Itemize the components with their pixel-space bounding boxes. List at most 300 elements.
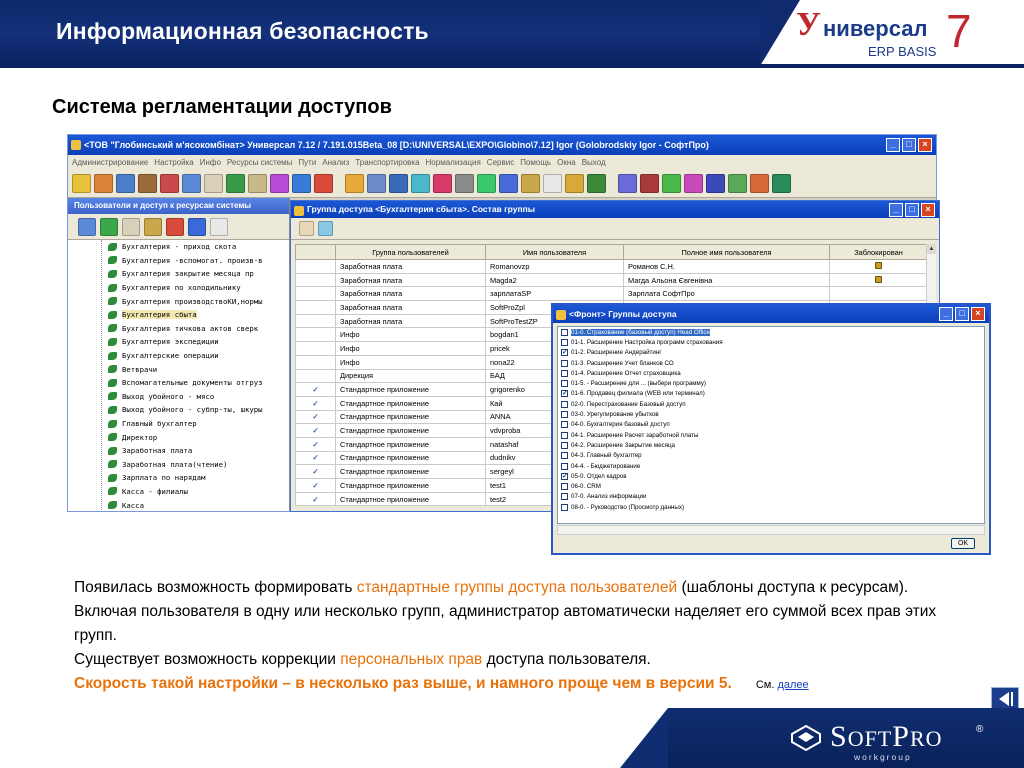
user-group-cell: Стандартное приложение — [336, 424, 486, 438]
toolbar-button-icon[interactable] — [367, 174, 386, 193]
p2-text-b: доступа пользователя. — [482, 651, 651, 668]
standard-check — [296, 355, 336, 369]
export-icon[interactable] — [318, 221, 333, 236]
group-leaf-icon — [108, 460, 117, 468]
access-group-label: 01-2. Расширение Андерайтинг — [571, 349, 662, 357]
user-group-cell: Заработная плата — [336, 287, 486, 301]
tree-item-label: Касса — [122, 500, 144, 510]
access-group-label: 01-3. Расширение Учет бланков СО — [571, 359, 674, 367]
standard-check: ✓ — [296, 410, 336, 424]
tree-toolbar — [68, 214, 289, 240]
tree-item-label: Бухгалтерские операции — [122, 351, 219, 361]
toolbar-button-icon[interactable] — [750, 174, 769, 193]
user-group-cell: Стандартное приложение — [336, 396, 486, 410]
toolbar-button-icon[interactable] — [433, 174, 452, 193]
standard-check — [296, 287, 336, 301]
edit-icon[interactable] — [299, 221, 314, 236]
menu-item[interactable]: Администрирование — [72, 158, 149, 167]
lock-icon — [875, 276, 882, 283]
tree-item[interactable] — [108, 362, 289, 376]
standard-check: ✓ — [296, 479, 336, 493]
access-group-label: 04-0. Бухгалтерия базовый доступ — [571, 421, 670, 429]
access-list-scrollbar[interactable] — [557, 525, 985, 535]
group-leaf-icon — [108, 256, 117, 264]
group-leaf-icon — [108, 392, 117, 400]
toolbar-button-icon[interactable] — [728, 174, 747, 193]
full-name-cell: Магда Альона Євгенівна — [624, 273, 830, 287]
ads-info-icon[interactable] — [188, 218, 206, 236]
group-leaf-icon — [108, 243, 117, 251]
front-minimize-button[interactable]: _ — [939, 307, 953, 321]
toolbar-button-icon[interactable] — [292, 174, 311, 193]
standard-check — [296, 369, 336, 383]
access-checkbox[interactable]: ✓ — [562, 349, 568, 357]
header — [0, 0, 1024, 68]
user-group-cell: Заработная плата — [336, 260, 486, 274]
softpro-mark-icon — [790, 724, 822, 752]
access-group-label: 01-6. Продавец филиала (WEB или терминал) — [571, 390, 705, 398]
user-group-cell: Стандартное приложение — [336, 437, 486, 451]
standard-check: ✓ — [296, 437, 336, 451]
tree-item[interactable] — [108, 322, 289, 336]
menu-item[interactable]: Нормализация — [425, 158, 481, 167]
standard-check — [296, 273, 336, 287]
toolbar-button-icon[interactable] — [618, 174, 637, 193]
group-leaf-icon — [108, 270, 117, 278]
slide-subtitle: Система регламентации доступов — [52, 96, 392, 118]
access-group-item[interactable] — [558, 430, 984, 440]
access-group-item[interactable] — [558, 471, 984, 481]
tree-item[interactable] — [108, 485, 289, 499]
group-tree — [68, 240, 289, 512]
user-name-cell: pricek — [486, 342, 624, 356]
access-group-item[interactable] — [558, 440, 984, 450]
blocked-cell — [830, 273, 928, 287]
access-group-item[interactable] — [558, 348, 984, 358]
group-leaf-icon — [108, 297, 117, 305]
tools-icon[interactable] — [166, 218, 184, 236]
menu-bar — [68, 155, 936, 170]
tree-item[interactable] — [108, 294, 289, 308]
tree-item-label: Касса - филиалы — [122, 486, 188, 496]
tree-item-label: Бухгалтерия закрытие месяца пр — [122, 269, 254, 279]
user-name-cell: SoftProZpl — [486, 301, 624, 315]
user-group-cell: Стандартное приложение — [336, 410, 486, 424]
user-group-cell: Стандартное приложение — [336, 465, 486, 479]
description-text — [74, 576, 974, 697]
p2-text-a: Существует возможность коррекции — [74, 651, 341, 668]
tree-item[interactable] — [108, 417, 289, 431]
table-row[interactable] — [296, 260, 928, 274]
access-checkbox[interactable] — [561, 442, 568, 449]
menu-item[interactable]: Помощь — [520, 158, 552, 167]
access-group-label: 04-4. - Бюджетирование — [571, 462, 641, 470]
tree-item[interactable] — [108, 403, 289, 417]
group-window-title: Группа доступа <Бухгалтерия сбыта>. Состав группы — [307, 204, 536, 214]
scroll-up-icon[interactable]: ▲ — [928, 246, 935, 252]
next-link[interactable]: далее — [777, 679, 809, 691]
access-group-item[interactable] — [558, 409, 984, 419]
tree-item-label: Бухгалтерия сбыта — [122, 310, 197, 320]
tree-item[interactable] — [108, 458, 289, 472]
toolbar-button-icon[interactable] — [411, 174, 430, 193]
softpro-oft: OFT — [847, 726, 893, 751]
standard-check — [296, 314, 336, 328]
menu-item[interactable]: Инфо — [199, 158, 221, 167]
group-maximize-button[interactable]: □ — [905, 203, 919, 217]
group-leaf-icon — [108, 338, 117, 346]
menu-item[interactable]: Ресурсы системы — [226, 158, 293, 167]
toolbar-button-icon[interactable] — [204, 174, 223, 193]
softpro-p: P — [892, 720, 910, 753]
user-name-cell: Кай — [486, 396, 624, 410]
access-group-label: 01-5. - Расширение для ... (выбери программу) — [571, 380, 706, 388]
tree-item-label: Директор — [122, 432, 158, 442]
toolbar-button-icon[interactable] — [138, 174, 157, 193]
table-row[interactable] — [296, 287, 928, 301]
standard-check — [296, 342, 336, 356]
softpro-logo — [790, 718, 990, 762]
group-leaf-icon — [108, 311, 117, 319]
group-leaf-icon — [108, 284, 117, 292]
access-checkbox[interactable] — [561, 421, 568, 428]
front-window — [551, 303, 991, 555]
tree-item[interactable] — [108, 430, 289, 444]
user-name-cell: dudnikv — [486, 451, 624, 465]
user-group-cell: Заработная плата — [336, 301, 486, 315]
app-titlebar — [68, 135, 936, 155]
access-group-label: 01-0. Страхование (базовый доступ) Head Office — [571, 328, 710, 336]
group-close-button[interactable]: × — [921, 203, 935, 217]
user-name-cell: SoftProTestZP — [486, 314, 624, 328]
menu-item[interactable]: Выход — [581, 158, 606, 167]
tree-item-label: Главный бухгалтер — [122, 419, 197, 429]
p2-highlight: персональных прав — [340, 651, 483, 668]
tree-item[interactable] — [108, 498, 289, 512]
p1-text-b: (шаблоны доступа к ресурсам). Включая пользователя в одну или несколько групп, администратор автоматически наделяет его суммой всех прав этих групп. — [74, 579, 937, 644]
group-leaf-icon — [108, 420, 117, 428]
user-group-cell: Стандартное приложение — [336, 383, 486, 397]
maximize-button[interactable]: □ — [902, 138, 916, 152]
full-name-cell: Романов С.Н. — [624, 260, 830, 274]
toolbar-button-icon[interactable] — [587, 174, 606, 193]
toolbar-button-icon[interactable] — [477, 174, 496, 193]
standard-check — [296, 260, 336, 274]
user-group-cell: Инфо — [336, 328, 486, 342]
front-window-icon — [556, 310, 566, 320]
paragraph-3 — [74, 672, 974, 697]
tree-item-label: Вспомагательные документы отгруз — [122, 378, 263, 388]
access-group-item[interactable] — [558, 461, 984, 471]
toolbar-button-icon[interactable] — [72, 174, 91, 193]
access-checkbox[interactable] — [561, 380, 568, 387]
toolbar-button-icon[interactable] — [662, 174, 681, 193]
front-close-button[interactable]: × — [971, 307, 985, 321]
group-leaf-icon — [108, 365, 117, 373]
access-checkbox[interactable]: ✓ — [562, 472, 568, 480]
tree-item-label: Выход убойного - мясо — [122, 391, 215, 401]
previous-icon — [1011, 692, 1013, 706]
access-checkbox[interactable] — [561, 452, 568, 459]
app-title: <ТОВ "Глобинський м'ясокомбінат> Универсал 7.12 / 7.191.015Beta_08 [D:\UNIVERSAL\EXPO\Globino\7.12] Igor (Golobrodskiy Igor - СофтПро) — [84, 140, 709, 150]
softpro-wordmark — [830, 720, 943, 754]
standard-check: ✓ — [296, 451, 336, 465]
toolbar-button-icon[interactable] — [455, 174, 474, 193]
user-name-cell: test1 — [486, 479, 624, 493]
access-group-item[interactable] — [558, 368, 984, 378]
refresh-icon[interactable] — [100, 218, 118, 236]
toolbar-button-icon[interactable] — [182, 174, 201, 193]
group-leaf-icon — [108, 379, 117, 387]
registered-mark: ® — [976, 724, 984, 735]
toolbar-button-icon[interactable] — [94, 174, 113, 193]
standard-check — [296, 328, 336, 342]
group-window-titlebar — [291, 201, 939, 218]
tree-item-label: Бухгалтерия по холодильнику — [122, 283, 241, 293]
access-group-item[interactable] — [558, 492, 984, 502]
tree-item[interactable] — [108, 308, 289, 322]
tree-connector — [101, 240, 102, 512]
standard-check: ✓ — [296, 465, 336, 479]
access-checkbox[interactable] — [561, 370, 568, 377]
blocked-cell — [830, 287, 928, 301]
tree-panel-title: Пользователи и доступ к ресурсам системы — [68, 198, 289, 214]
minimize-button[interactable]: _ — [886, 138, 900, 152]
softpro-ro: RO — [909, 726, 943, 751]
users-icon[interactable] — [144, 218, 162, 236]
access-checkbox[interactable] — [561, 504, 568, 511]
group-leaf-icon — [108, 433, 117, 441]
user-group-cell: Стандартное приложение — [336, 492, 486, 506]
paragraph-2 — [74, 648, 974, 672]
standard-check: ✓ — [296, 492, 336, 506]
document-icon[interactable] — [122, 218, 140, 236]
group-leaf-icon — [108, 352, 117, 360]
access-group-item[interactable] — [558, 389, 984, 399]
group-window-icon — [294, 206, 304, 216]
toolbar-button-icon[interactable] — [684, 174, 703, 193]
user-group-cell: Стандартное приложение — [336, 451, 486, 465]
access-group-item[interactable] — [558, 327, 984, 337]
access-group-item[interactable] — [558, 399, 984, 409]
standard-check — [296, 301, 336, 315]
user-group-cell: Инфо — [336, 342, 486, 356]
toolbar-button-icon[interactable] — [389, 174, 408, 193]
user-group-cell: Инфо — [336, 355, 486, 369]
toolbar-button-icon[interactable] — [772, 174, 791, 193]
user-group-cell: Заработная плата — [336, 314, 486, 328]
toolbar-button-icon[interactable] — [270, 174, 289, 193]
user-name-cell: БАД — [486, 369, 624, 383]
column-header[interactable]: Группа пользователей — [336, 245, 486, 260]
user-name-cell: sergeyl — [486, 465, 624, 479]
user-name-cell: Romanovzp — [486, 260, 624, 274]
toolbar-button-icon[interactable] — [345, 174, 364, 193]
front-window-title: <Фронт> Группы доступа — [569, 309, 677, 319]
access-checkbox[interactable]: ✓ — [562, 390, 568, 398]
access-group-label: 03-0. Урегулирование убытков — [571, 411, 659, 419]
tree-item-label: Бухгалтерия - приход скота — [122, 242, 237, 252]
front-maximize-button[interactable]: □ — [955, 307, 969, 321]
p1-text-a: Появилась возможность формировать — [74, 579, 357, 596]
group-leaf-icon — [108, 406, 117, 414]
lock-icon — [875, 262, 882, 269]
menu-item[interactable]: Настройка — [154, 158, 194, 167]
tree-item[interactable] — [108, 349, 289, 363]
access-group-label: 04-2. Расширение Закрытие месяца — [571, 441, 675, 449]
access-checkbox[interactable] — [561, 329, 568, 336]
front-window-titlebar — [553, 305, 989, 323]
user-name-cell: bogdan1 — [486, 328, 624, 342]
column-header[interactable]: Заблокирован — [830, 245, 928, 260]
ok-button[interactable]: OK — [951, 538, 975, 549]
access-checkbox[interactable] — [561, 483, 568, 490]
access-group-item[interactable] — [558, 481, 984, 491]
toolbar-button-icon[interactable] — [640, 174, 659, 193]
group-leaf-icon — [108, 474, 117, 482]
user-name-cell: Magda2 — [486, 273, 624, 287]
access-checkbox[interactable] — [561, 493, 568, 500]
tree-item[interactable] — [108, 390, 289, 404]
user-name-cell: natashaf — [486, 437, 624, 451]
logo-subtitle: ERP BASIS — [868, 44, 937, 59]
access-group-label: 07-0. Анализ информации — [571, 493, 647, 501]
full-name-cell: Зарплата СофтПро — [624, 287, 830, 301]
access-group-label: 01-4. Расширение Отчет страховщика — [571, 369, 681, 377]
access-checkbox[interactable] — [561, 432, 568, 439]
tree-item[interactable] — [108, 444, 289, 458]
access-group-label: 02-0. Перестрахование Базовый доступ — [571, 400, 686, 408]
toolbar-button-icon[interactable] — [116, 174, 135, 193]
tree-item[interactable] — [108, 267, 289, 281]
access-group-label: 04-1. Расширение Расчет заработной платы — [571, 431, 699, 439]
access-group-label: 06-0. CRM — [571, 483, 601, 491]
user-group-cell: Заработная плата — [336, 273, 486, 287]
access-checkbox[interactable] — [561, 463, 568, 470]
p1-highlight: стандартные группы доступа пользователей — [356, 579, 678, 596]
tree-item-label: Заработная плата — [122, 446, 193, 456]
access-group-item[interactable] — [558, 378, 984, 388]
access-group-label: 01-1. Расширение Настройка программ страхования — [571, 338, 723, 346]
toolbar-button-icon[interactable] — [248, 174, 267, 193]
previous-slide-button[interactable] — [991, 687, 1019, 709]
logo-version: 7 — [946, 5, 972, 57]
paragraph-1 — [74, 576, 974, 648]
tree-item[interactable] — [108, 471, 289, 485]
user-name-cell: nona22 — [486, 355, 624, 369]
tree-item[interactable] — [108, 335, 289, 349]
group-leaf-icon — [108, 487, 117, 495]
add-icon[interactable] — [78, 218, 96, 236]
group-minimize-button[interactable]: _ — [889, 203, 903, 217]
column-header[interactable]: Полное имя пользователя — [624, 245, 830, 260]
header-title: Информационная безопасность — [56, 18, 429, 44]
group-leaf-icon — [108, 447, 117, 455]
access-group-item[interactable] — [558, 337, 984, 347]
access-group-item[interactable] — [558, 451, 984, 461]
softpro-subtitle: workgroup — [854, 752, 912, 762]
access-group-item[interactable] — [558, 420, 984, 430]
column-header[interactable]: Имя пользователя — [486, 245, 624, 260]
access-group-item[interactable] — [558, 358, 984, 368]
user-name-cell: vdvproba — [486, 424, 624, 438]
menu-item[interactable]: Окна — [557, 158, 576, 167]
see-more — [756, 679, 809, 691]
user-name-cell: grigorenko — [486, 383, 624, 397]
table-row[interactable] — [296, 273, 928, 287]
header-underline — [0, 64, 1024, 68]
close-button[interactable]: × — [918, 138, 932, 152]
access-group-label: 08-0. - Руководство (Просмотр данных) — [571, 503, 685, 511]
group-toolbar — [291, 218, 939, 240]
toolbar-button-icon[interactable] — [226, 174, 245, 193]
tree-item[interactable] — [108, 254, 289, 268]
user-group-cell: Стандартное приложение — [336, 479, 486, 493]
tree-item-label: Ветврачи — [122, 364, 158, 374]
access-checkbox[interactable] — [561, 411, 568, 418]
toolbar — [68, 170, 936, 198]
blocked-cell — [830, 260, 928, 274]
menu-item[interactable]: Анализ — [322, 158, 350, 167]
app-icon — [71, 140, 81, 150]
menu-item[interactable]: Транспортировка — [355, 158, 420, 167]
tree-item-label: Зарплата по нарядам — [122, 473, 206, 483]
tree-item-label: Выход убойного - субпр-ты, шкуры — [122, 405, 263, 415]
tree-item[interactable] — [108, 376, 289, 390]
tree-item-label: Бухгалтерия экспедиции — [122, 337, 219, 347]
standard-check: ✓ — [296, 396, 336, 410]
group-leaf-icon — [108, 501, 117, 509]
universal-logo — [796, 4, 1016, 62]
toolbar-button-icon[interactable] — [521, 174, 540, 193]
user-group-cell: Дирекция — [336, 369, 486, 383]
access-group-item[interactable] — [558, 502, 984, 512]
user-name-cell: ANNA — [486, 410, 624, 424]
user-name-cell: test2 — [486, 492, 624, 506]
tree-item-label: Бухгалтерия производствоКИ,нормы — [122, 296, 263, 306]
group-leaf-icon — [108, 324, 117, 332]
tree-item[interactable] — [108, 240, 289, 254]
access-checkbox[interactable] — [561, 360, 568, 367]
window-icon[interactable] — [210, 218, 228, 236]
see-label: См. — [755, 679, 775, 691]
access-group-label: 04-3. Главный бухгалтер — [571, 452, 642, 460]
toolbar-button-icon[interactable] — [706, 174, 725, 193]
menu-item[interactable]: Сервис — [486, 158, 515, 167]
menu-item[interactable]: Пути — [298, 158, 317, 167]
user-name-cell: зарплатаSP — [486, 287, 624, 301]
standard-check: ✓ — [296, 383, 336, 397]
toolbar-button-icon[interactable] — [160, 174, 179, 193]
access-checkbox[interactable] — [561, 401, 568, 408]
p3-emphasis: Скорость такой настройки – в несколько раз выше, и намного проще чем в версии 5. — [74, 675, 732, 692]
toolbar-button-icon[interactable] — [565, 174, 584, 193]
access-group-list — [557, 326, 985, 524]
logo-letter: У — [796, 6, 821, 43]
toolbar-button-icon[interactable] — [499, 174, 518, 193]
softpro-s: S — [830, 720, 848, 753]
toolbar-button-icon[interactable] — [543, 174, 562, 193]
tree-item[interactable] — [108, 281, 289, 295]
access-checkbox[interactable] — [561, 339, 568, 346]
tree-panel — [68, 198, 290, 512]
toolbar-button-icon[interactable] — [314, 174, 333, 193]
column-header[interactable] — [296, 245, 336, 260]
logo-word: ниверсал — [823, 16, 928, 41]
tree-item-label: Бухгалтерия -вспомогат. произв-в — [122, 255, 263, 265]
access-group-label: 05-0. Отдел кадров — [571, 472, 627, 480]
tree-item-label: Заработная плата(чтение) — [122, 459, 228, 469]
